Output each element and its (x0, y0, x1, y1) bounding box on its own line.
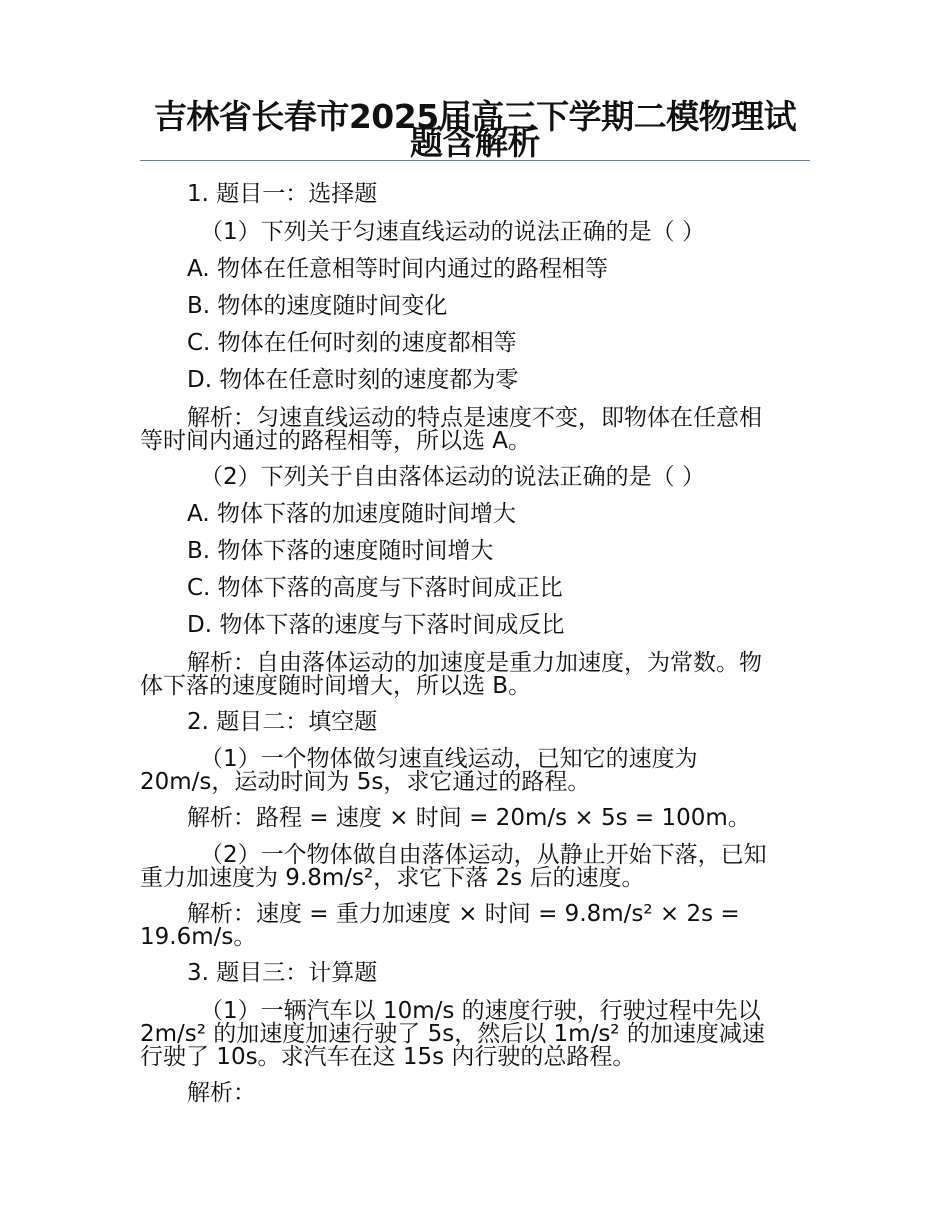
question-text: 行驶了 10s。求汽车在这 15s 内行驶的总路程。 (140, 1044, 636, 1070)
option-text: C. 物体在任何时刻的速度都相等 (187, 330, 517, 356)
question-text: （1）一个物体做匀速直线运动，已知它的速度为 (200, 746, 698, 772)
question-text: 20m/s，运动时间为 5s，求它通过的路程。 (140, 769, 591, 795)
analysis-text: 解析：路程 = 速度 × 时间 = 20m/s × 5s = 100m。 (187, 805, 751, 831)
option-text: B. 物体下落的速度随时间增大 (187, 538, 494, 564)
analysis-text: 体下落的速度随时间增大，所以选 B。 (140, 673, 532, 699)
analysis-text: 解析： (187, 1080, 256, 1106)
option-text: D. 物体下落的速度与下落时间成反比 (187, 612, 565, 638)
title-divider (140, 160, 810, 161)
option-text: B. 物体的速度随时间变化 (187, 293, 448, 319)
question-text: 重力加速度为 9.8m/s²，求它下落 2s 后的速度。 (140, 865, 645, 891)
analysis-text: 解析：匀速直线运动的特点是速度不变，即物体在任意相 (187, 405, 762, 431)
analysis-text: 解析：速度 = 重力加速度 × 时间 = 9.8m/s² × 2s = (187, 901, 740, 927)
question-text: （1）下列关于匀速直线运动的说法正确的是（ ） (200, 219, 705, 245)
question-text: （2）下列关于自由落体运动的说法正确的是（ ） (200, 464, 705, 490)
analysis-text: 解析：自由落体运动的加速度是重力加速度，为常数。物 (187, 650, 762, 676)
option-text: A. 物体在任意相等时间内通过的路程相等 (187, 256, 608, 282)
option-text: D. 物体在任意时刻的速度都为零 (187, 367, 519, 393)
option-text: C. 物体下落的高度与下落时间成正比 (187, 575, 563, 601)
analysis-text: 19.6m/s。 (140, 924, 257, 950)
question-text: （1）一辆汽车以 10m/s 的速度行驶，行驶过程中先以 (200, 998, 761, 1024)
document-title: 吉林省长春市2025届高三下学期二模物理试题含解析 (153, 97, 797, 162)
question-text: 2m/s² 的加速度加速行驶了 5s，然后以 1m/s² 的加速度减速 (140, 1021, 765, 1047)
option-text: A. 物体下落的加速度随时间增大 (187, 501, 516, 527)
question-text: （2）一个物体做自由落体运动，从静止开始下落，已知 (200, 842, 767, 868)
section-heading: 1. 题目一：选择题 (187, 181, 378, 207)
section-heading: 3. 题目三：计算题 (187, 960, 378, 986)
analysis-text: 等时间内通过的路程相等，所以选 A。 (140, 428, 532, 454)
section-heading: 2. 题目二：填空题 (187, 709, 378, 735)
